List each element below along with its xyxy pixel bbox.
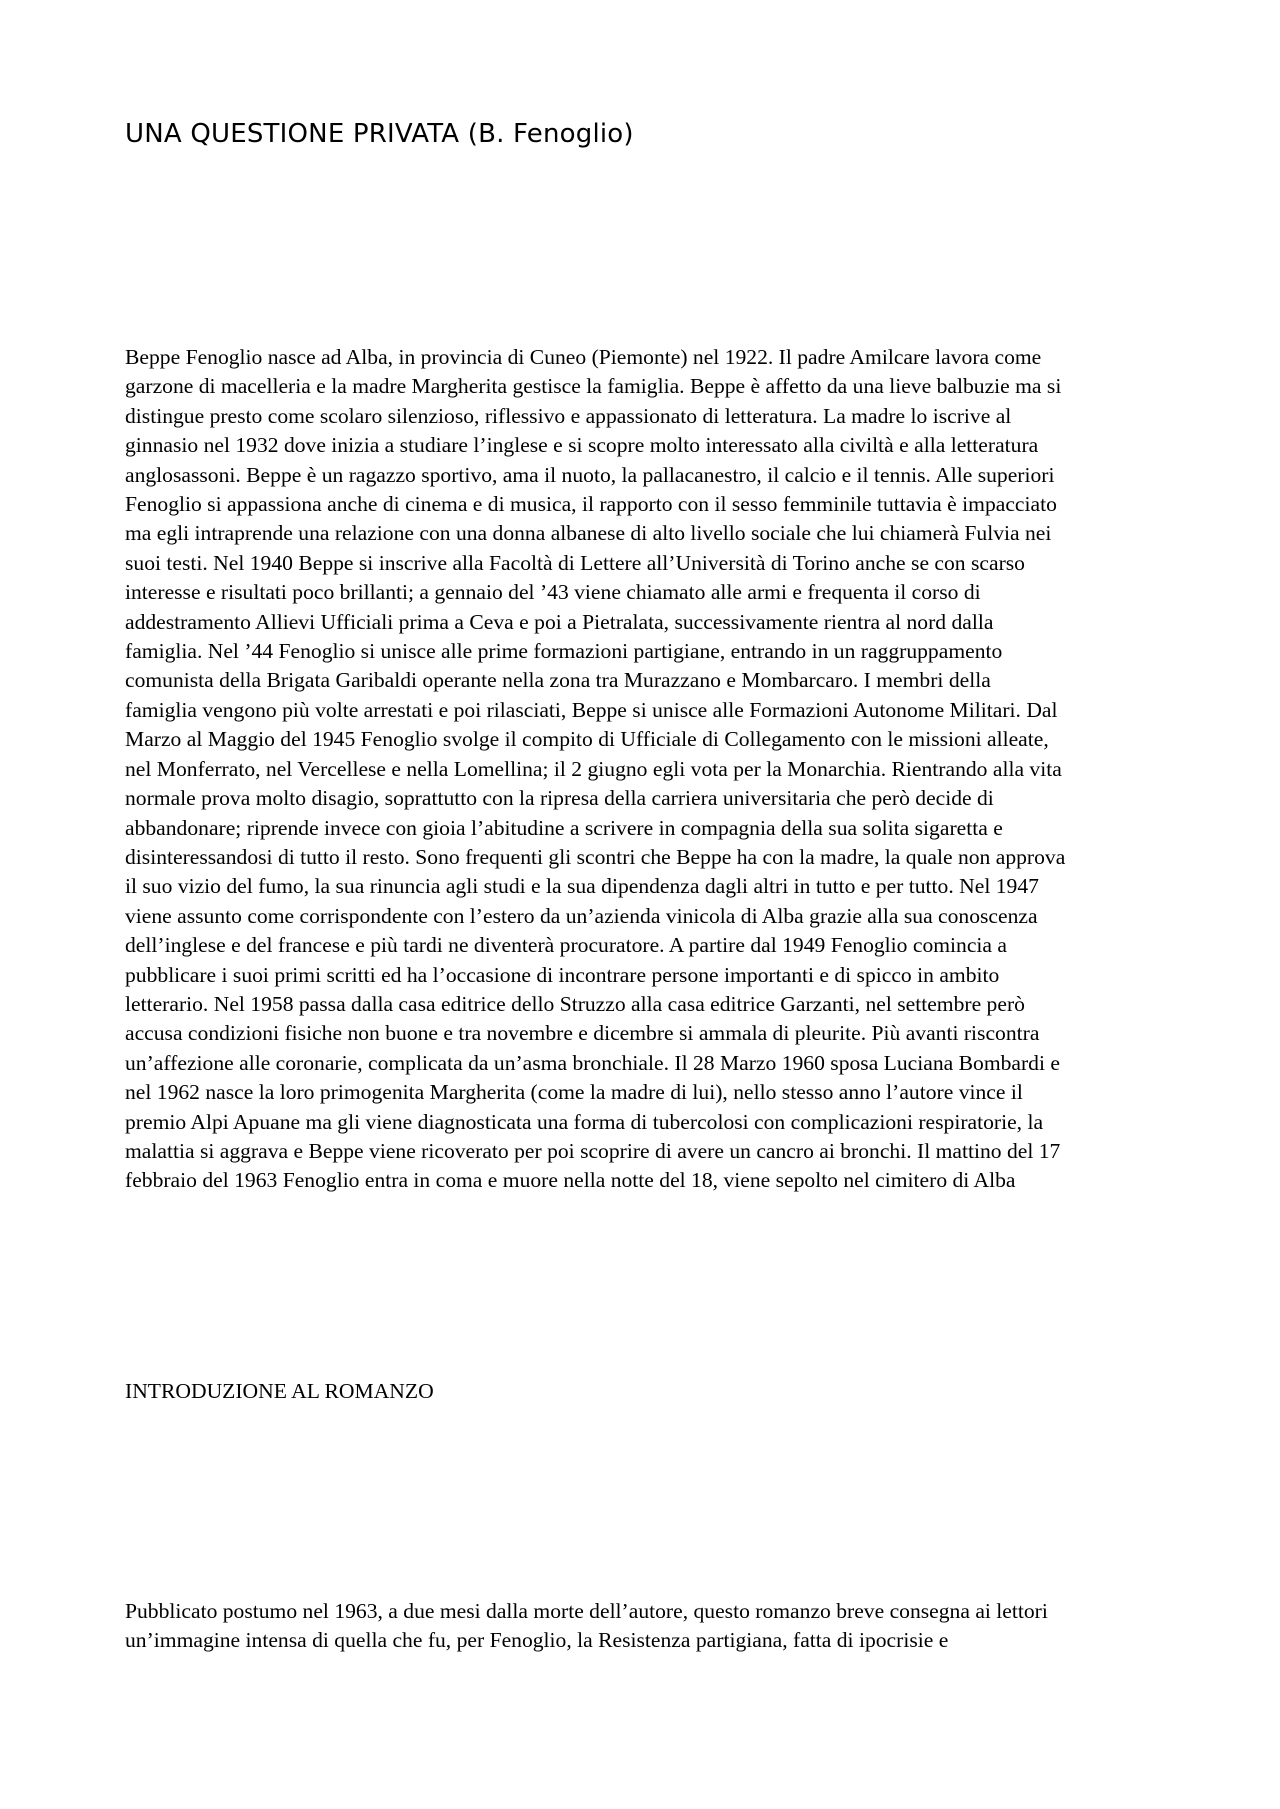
- text-line: malattia si aggrava e Beppe viene ricoverato per poi scoprire di avere un cancro ai bronchi. Il mattino del 17: [125, 1138, 1061, 1163]
- text-line: addestramento Allievi Ufficiali prima a Ceva e poi a Pietralata, successivamente rientra al nord dalla: [125, 609, 994, 634]
- text-line: Beppe Fenoglio nasce ad Alba, in provincia di Cuneo (Piemonte) nel 1922. Il padre Amilcare lavora come: [125, 345, 1042, 369]
- text-line: ginnasio nel 1932 dove inizia a studiare l’inglese e si scopre molto interessato alla civiltà e alla letteratura: [125, 433, 1039, 458]
- section-heading: INTRODUZIONE AL ROMANZO: [125, 1379, 434, 1403]
- text-line: nel 1962 nasce la loro primogenita Margherita (come la madre di lui), nello stesso anno l’autore vince il: [125, 1080, 1023, 1105]
- biography-paragraph: [125, 343, 1065, 1196]
- introduction-paragraph: [125, 1597, 1048, 1656]
- document-title: UNA QUESTIONE PRIVATA (B. Fenoglio): [125, 119, 634, 149]
- text-line: distingue presto come scolaro silenzioso, riflessivo e appassionato di letteratura. La madre lo iscrive al: [125, 403, 1012, 428]
- text-line: Fenoglio si appassiona anche di cinema e di musica, il rapporto con il sesso femminile tuttavia è impacciato: [125, 492, 1057, 517]
- text-line: febbraio del 1963 Fenoglio entra in coma e muore nella notte del 18, viene sepolto nel cimitero di Alba: [125, 1168, 1016, 1193]
- text-line: ma egli intraprende una relazione con una donna albanese di alto livello sociale che lui chiamerà Fulvia nei: [125, 521, 1052, 546]
- text-line: disinteressandosi di tutto il resto. Sono frequenti gli scontri che Beppe ha con la madre, la quale non approva: [125, 844, 1066, 869]
- text-line: un’immagine intensa di quella che fu, per Fenoglio, la Resistenza partigiana, fatta di ipocrisie e: [125, 1628, 949, 1653]
- text-line: famiglia vengono più volte arrestati e poi rilasciati, Beppe si unisce alle Formazioni Autonome Militari. Dal: [125, 697, 1058, 722]
- text-line: accusa condizioni fisiche non buone e tra novembre e dicembre si ammala di pleurite. Più avanti riscontra: [125, 1021, 1040, 1046]
- text-line: nel Monferrato, nel Vercellese e nella Lomellina; il 2 giugno egli vota per la Monarchia. Rientrando alla vita: [125, 756, 1062, 781]
- text-line: Marzo al Maggio del 1945 Fenoglio svolge il compito di Ufficiale di Collegamento con le missioni alleate,: [125, 727, 1049, 752]
- text-line: normale prova molto disagio, soprattutto con la ripresa della carriera universitaria che però decide di: [125, 786, 994, 811]
- text-line: dell’inglese e del francese e più tardi ne diventerà procuratore. A partire dal 1949 Fenoglio comincia a: [125, 933, 1008, 958]
- text-line: famiglia. Nel ’44 Fenoglio si unisce alle prime formazioni partigiane, entrando in un raggruppamento: [125, 639, 1003, 664]
- text-line: letterario. Nel 1958 passa dalla casa editrice dello Struzzo alla casa editrice Garzanti, nel settembre però: [125, 991, 1025, 1016]
- text-line: comunista della Brigata Garibaldi operante nella zona tra Murazzano e Mombarcaro. I membri della: [125, 668, 991, 693]
- text-line: suoi testi. Nel 1940 Beppe si inscrive alla Facoltà di Lettere all’Università di Torino anche se con scarso: [125, 550, 1025, 575]
- text-line: il suo vizio del fumo, la sua rinuncia agli studi e la sua dipendenza dagli altri in tutto e per tutto. Nel 1947: [125, 874, 1039, 899]
- text-line: interesse e risultati poco brillanti; a gennaio del ’43 viene chiamato alle armi e frequenta il corso di: [125, 580, 981, 605]
- text-line: garzone di macelleria e la madre Margherita gestisce la famiglia. Beppe è affetto da una lieve balbuzie ma si: [125, 374, 1062, 399]
- text-line: abbandonare; riprende invece con gioia l’abitudine a scrivere in compagnia della sua solita sigaretta e: [125, 815, 1003, 840]
- text-line: un’affezione alle coronarie, complicata da un’asma bronchiale. Il 28 Marzo 1960 sposa Luciana Bombardi e: [125, 1050, 1060, 1075]
- text-line: premio Alpi Apuane ma gli viene diagnosticata una forma di tubercolosi con complicazioni respiratorie, la: [125, 1109, 1044, 1134]
- text-line: Pubblicato postumo nel 1963, a due mesi dalla morte dell’autore, questo romanzo breve consegna ai lettori: [125, 1599, 1048, 1623]
- text-line: anglosassoni. Beppe è un ragazzo sportivo, ama il nuoto, la pallacanestro, il calcio e il tennis. Alle superiori: [125, 462, 1055, 487]
- text-line: pubblicare i suoi primi scritti ed ha l’occasione di incontrare persone importanti e di spicco in ambito: [125, 962, 1000, 987]
- text-line: viene assunto come corrispondente con l’estero da un’azienda vinicola di Alba grazie alla sua conoscenza: [125, 903, 1038, 928]
